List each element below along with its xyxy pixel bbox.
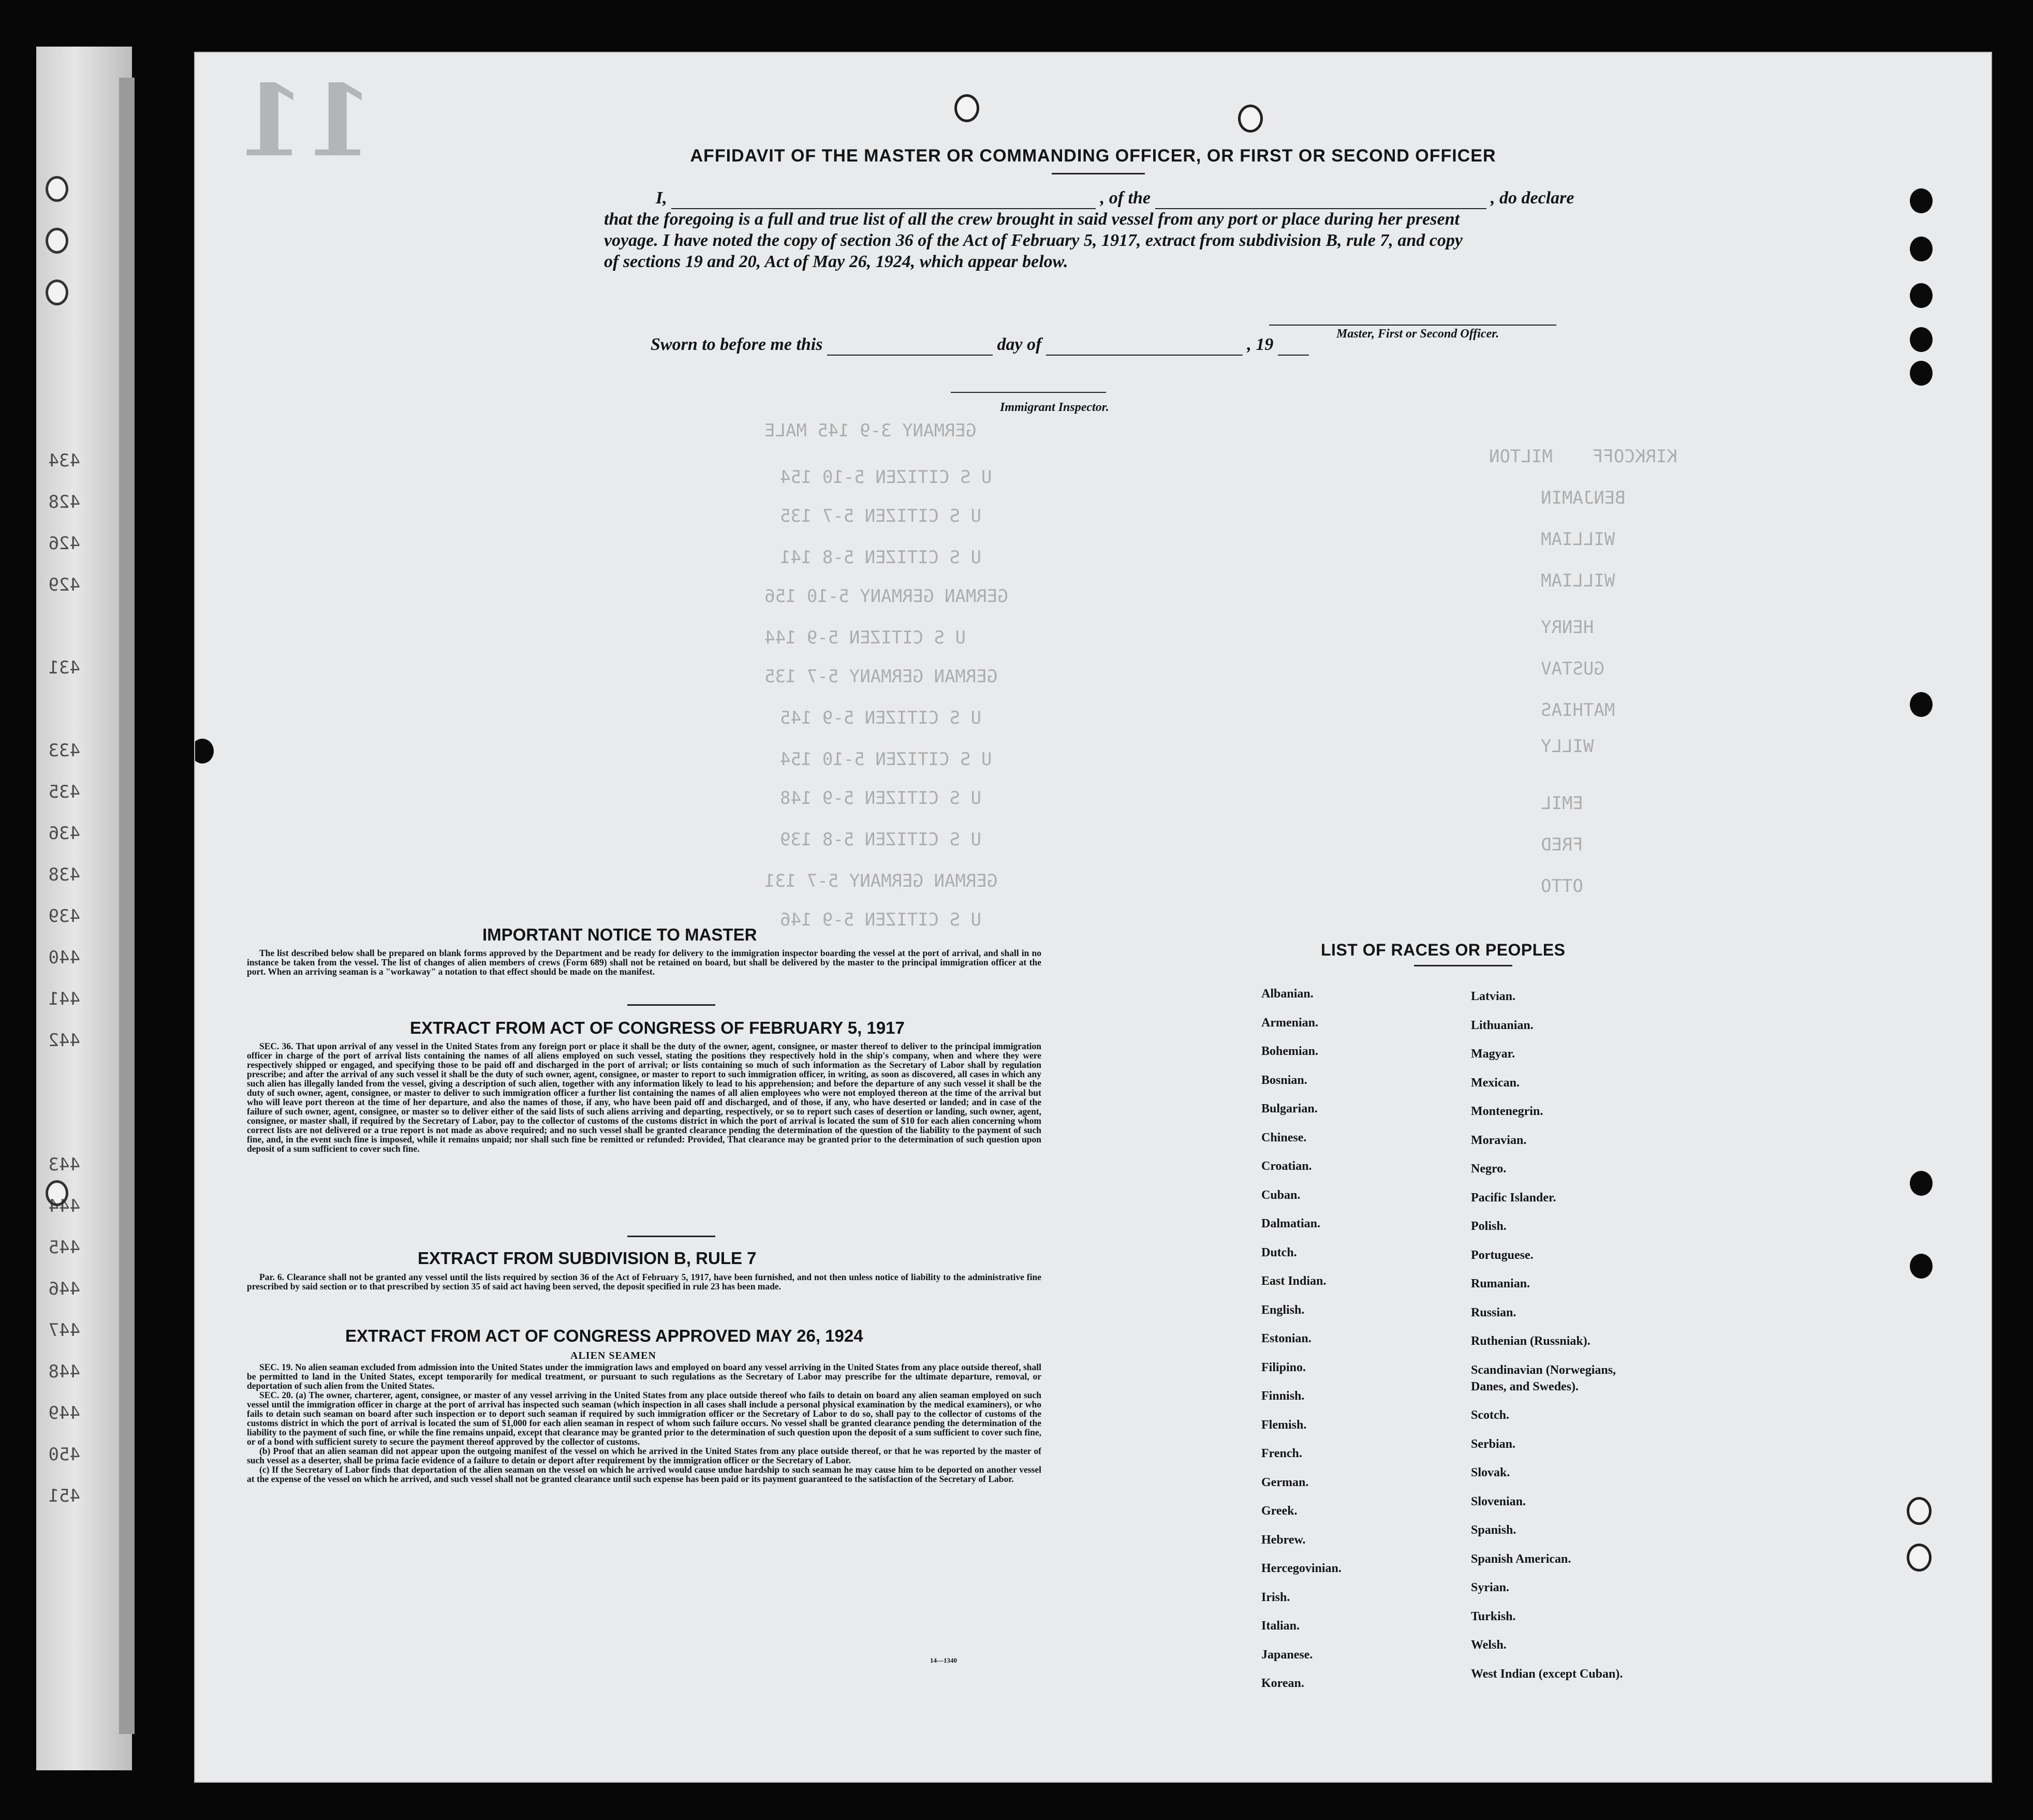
race-item: Slovenian.	[1471, 1494, 1526, 1508]
affidavit-declare: , do declare	[1491, 188, 1574, 208]
year-blank	[1278, 335, 1309, 356]
race-item: Croatian.	[1261, 1159, 1312, 1173]
alien-seamen-heading: ALIEN SEAMEN	[570, 1350, 656, 1361]
race-item: Dutch.	[1261, 1245, 1297, 1259]
race-item: Chinese.	[1261, 1131, 1307, 1144]
race-item: Turkish.	[1471, 1609, 1516, 1623]
year-text: , 19	[1247, 335, 1274, 354]
punch-hole	[46, 176, 68, 202]
sec-20a: SEC. 20. (a) The owner, charterer, agent, consignee, or master of any vessel arriving in the United States from any place outside thereof who fails to detain on board any alien seaman employed on such vessel until the immigration officer in charge at the port of arrival has inspected such seaman (which inspection in all cases shall include a personal physical examination by the medical examiners), or who fails to detain such seaman on board after such inspection or to deport such seaman if required by such immigration officer or the Secretary of Labor to do so, shall pay to the collector of customs of the customs district in which the port of arrival is located the sum of $1,000 for each alien seaman in respect of whom such failure occurs. No vessel shall be granted clearance pending the determination of the liability to the payment of such fine, or while the fine remains unpaid, except that clearance may be granted prior to the determination of such question upon the deposit of a sum sufficient to cover such fine, or of a bond with sufficient surety to secure the payment thereof approved by the collector of customs.	[247, 1390, 1041, 1447]
race-item: Mexican.	[1471, 1076, 1520, 1090]
day-of-text: day of	[997, 335, 1042, 354]
race-item: Welsh.	[1471, 1638, 1507, 1652]
race-item: Albanian.	[1261, 987, 1314, 1001]
race-item: Flemish.	[1261, 1418, 1307, 1432]
race-item: Danes, and Swedes).	[1471, 1379, 1579, 1393]
name-blank	[671, 188, 1096, 209]
sec-20b: (b) Proof that an alien seaman did not appear upon the outgoing manifest of the vessel on which he arrived in the United States from any place outside thereof, or that he was reported by the master of such vessel as a deserter, shall be prima facie evidence of a failure to detain or deport after requirement by the immigration officer or the Secretary of Labor.	[247, 1446, 1041, 1465]
race-item: Armenian.	[1261, 1016, 1318, 1030]
title-underline	[1052, 173, 1145, 174]
notice-text: The list described below shall be prepared on blank forms approved by the Department and be ready for delivery to the immigration inspector boarding the vessel at the port of arrival, and shall in no instance be taken from the vessel. The list of changes of alien members of crews (Form 689) shall not be retained on board, but shall be delivered by the master to the principal immigration officer at the port. When an arriving seaman is a "workaway" a notation to that effect should be made on the manifest.	[247, 948, 1041, 977]
race-item: Scandinavian (Norwegians,	[1471, 1363, 1616, 1377]
punch-hole	[46, 228, 68, 254]
extract-1924-text	[247, 1362, 1041, 1484]
race-item: Montenegrin.	[1471, 1105, 1543, 1118]
race-item: Finnish.	[1261, 1389, 1305, 1403]
race-item: Irish.	[1261, 1590, 1290, 1604]
race-item: Slovak.	[1471, 1466, 1510, 1480]
inspector-signature-line	[951, 392, 1106, 393]
punch-hole	[1910, 283, 1933, 308]
punch-hole	[1910, 692, 1933, 717]
affidavit-i: I,	[656, 188, 667, 208]
punch-hole	[1907, 1497, 1932, 1525]
inspector-label: Immigrant Inspector.	[1000, 401, 1109, 414]
affidavit-line-4: of sections 19 and 20, Act of May 26, 1924, which appear below.	[604, 252, 1068, 271]
manifest-page: 11 GERMANY 3-9 145 MALE U S CITIZEN 5-10 154 U S CITIZEN 5-7 135 U S CITIZEN 5-8 141 GERMAN GERMANY 5-10 156 U S CITIZEN 5-9 144 GERMAN GERMANY 5-7 135 U S CITIZEN 5-9 145 U S CITIZEN 5-10 154 U S CITIZEN 5-9 148 U S CITIZEN 5-8 139 GERMAN GERMANY 5-7 131 U S CITIZEN 5-9 146 MILTON KIRKCOFF BENJAMIN WILLIAM WILLIAM HENRY GUSTAV MATHIAS WILLY EMIL FRED OTTO AFFIDAVIT OF THE MASTER OR COMMANDING OFFICER, OR FIRST OR SECOND OFFICER I, , of the , do declare that the foregoing is a full and true list of all the crew brought in said vessel from any port or place during her present voyage. I have noted the copy of section 36 of the Act of February 5, 1917, extract from subdivision B, rule 7, and copy of sections 19 and 20, Act of May 26, 1924, which appear below. Master, First or Second Officer. Sworn to before me this day of , 19 Immigrant Inspector. IMPORTANT NOTICE TO MASTER The list described below shall be prepared on blank forms approved by the Department and be ready for delivery to the immigration inspector boarding the vessel at the port of arrival, and shall in no instance be taken from the vessel. The list of changes of alien members of crews (Form 689) shall not be retained on board, but shall be delivered by the master to the principal immigration officer at the port. When an arriving seaman is a "workaway" a notation to that effect should be made on the manifest. EXTRACT FROM ACT OF CONGRESS OF FEBRUARY 5, 1917 SEC. 36. That upon arrival of any vessel in the United States from any foreign port or place it shall be the duty of the owner, agent, consignee, or master thereof to deliver to the principal immigration officer in charge of the port of arrival lists containing the names of all aliens employed on such vessel, stating the positions they respectively hold in the ship's company, when and where they were respectively shipped or engaged, and specifying those to be paid off and discharged in the port of arrival; or lists containing so much of such information as the Secretary of Labor shall by regulation prescribe; and after the arrival of any such vessel it shall be the duty of such owner, agent, consignee, or master to report to such immigration officer, in writing, as soon as discovered, all cases in which any such alien has illegally landed from the vessel, giving a description of such alien, together with any information likely to lead to his apprehension; and before the departure of any such vessel it shall be the duty of such owner, agent, consignee, or master to deliver to such immigration officer a further list containing the names of all alien employees who were not employed thereon at the time of the arrival but who will leave port thereon at the time of her departure, and also the names of those, if any, who have been paid off and discharged, and of those, if any, who have deserted or landed; and in case of the failure of such owner, agent, consignee, or master so to deliver either of the said lists of such aliens arriving and departing, respectively, or so to report such cases of desertion or landing, such owner, agent, consignee, or master shall, if required by the Secretary of Labor, pay to the collector of customs of the customs district in which the port of arrival is located the sum of $10 for each alien concerning whom correct lists are not delivered or a true report is not made as above required; and no such vessel shall be granted clearance pending the determination of the question of the liability to the payment of such fine, and, in the event such fine is imposed, while it remains unpaid; nor shall such fine be remitted or refunded: Provided, That clearance may be granted prior to the determination of such question upon deposit of a sum sufficient to cover such fine. EXTRACT FROM SUBDIVISION B, RULE 7 Par. 6. Clearance shall not be granted any vessel until the lists required by section 36 of the Act of February 5, 1917, have been furnished, and not then unless notice of liability to the administrative fine prescribed by said section or to that prescribed by section 35 of said act having been served, the deposit specified in rule 23 has been made. EXTRACT FROM ACT OF CONGRESS APPROVED MAY 26, 1924 ALIEN SEAMEN SEC. 19. No alien seaman excluded from admission into the United States under the immigration laws and employed on board any vessel arriving in the United States from any place outside thereof, shall be permitted to land in the United States, except temporarily for medical treatment, or pursuant to such regulations as the Secretary of Labor may prescribe for the ultimate departure, removal, or deportation of such alien from the United States. SEC. 20. (a) The owner, charterer, agent, consignee, or master of any vessel arriving in the United States from any place outside thereof who fails to detain on board any alien seaman employed on such vessel until the immigration officer in charge at the port of arrival has inspected such seaman (which inspection in all cases shall include a personal physical examination by the medical examiners), or who fails to detain such seaman on board after such inspection or to deport such seaman if required by such immigration officer or the Secretary of Labor to do so, shall pay to the collector of customs of the customs district in which the port of arrival is located the sum of $1,000 for each alien seaman in respect of whom such failure occurs. No vessel shall be granted clearance pending the determination of the liability to the payment of such fine, or while the fine remains unpaid, except that clearance may be granted prior to the determination of such question upon the deposit of a sum sufficient to cover such fine, or of a bond with sufficient surety to secure the payment thereof approved by the collector of customs. (b) Proof that an alien seaman did not appear upon the outgoing manifest of the vessel on which he arrived in the United States from any place outside thereof, or that he was reported by the master of such vessel as a deserter, shall be prima facie evidence of a failure to detain or deport after requirement by the immigration officer or the Secretary of Labor. (c) If the Secretary of Labor finds that deportation of the alien seaman on the vessel on which he arrived would cause undue hardship to such seaman he may cause him to be deported on another vessel at the expense of the vessel on which he arrived, and such vessel shall not be granted clearance until such expense has been paid or its payment guaranteed to the satisfaction of the Secretary of Labor. 14—1340 LIST OF RACES OR PEOPLES Albanian. Armenian. Bohemian. Bosnian. Bulgarian. Chinese. Croatian. Cuban. Dalmatian. Dutch. East Indian. English. Estonian. Filipino. Finnish. Flemish. French. German. Greek. Hebrew. Hercegovinian. Irish. Italian. Japanese. Korean. Latvian. Lithuanian. Magyar. Mexican. Montenegrin. Moravian. Negro. Pacific Islander. Polish. Portuguese. Rumanian. Russian. Ruthenian (Russniak). Scandinavian (Norwegians, Danes, and Swedes). Scotch. Serbian. Slovak. Slovenian. Spanish. Spanish American. Syrian. Turkish. Welsh. West Indian (except Cuban).	[194, 52, 1992, 1783]
affidavit-title: AFFIDAVIT OF THE MASTER OR COMMANDING OFFICER, OR FIRST OR SECOND OFFICER	[690, 146, 1496, 166]
race-item: Magyar.	[1471, 1047, 1515, 1061]
punch-hole	[1910, 237, 1933, 261]
punch-hole	[1910, 327, 1933, 352]
race-item: Polish.	[1471, 1220, 1507, 1233]
race-item: Moravian.	[1471, 1133, 1527, 1147]
race-item: Hercegovinian.	[1261, 1562, 1342, 1575]
race-item: Scotch.	[1471, 1408, 1509, 1422]
punch-hole	[1910, 1171, 1933, 1196]
sworn-text: Sworn to before me this	[651, 335, 823, 354]
races-title: LIST OF RACES OR PEOPLES	[1321, 941, 1566, 959]
section-rule	[627, 1004, 715, 1006]
race-item: Japanese.	[1261, 1648, 1313, 1662]
race-item: Portuguese.	[1471, 1248, 1534, 1262]
race-item: English.	[1261, 1303, 1305, 1317]
master-signature-line	[1269, 325, 1556, 326]
race-item: East Indian.	[1261, 1274, 1327, 1288]
bleed-through-page-number: 11	[237, 63, 374, 179]
affidavit-line-2: that the foregoing is a full and true list of all the crew brought in said vessel from any port or place during her present	[604, 210, 1460, 229]
top-punch-hole	[1238, 105, 1263, 133]
race-item: German.	[1261, 1475, 1309, 1489]
punch-hole	[1907, 1544, 1932, 1572]
race-item: Latvian.	[1471, 990, 1516, 1003]
race-item: French.	[1261, 1447, 1302, 1460]
race-item: West Indian (except Cuban).	[1471, 1667, 1623, 1681]
race-item: Negro.	[1471, 1162, 1507, 1176]
punch-hole	[1910, 1254, 1933, 1279]
extract-rule7-title: EXTRACT FROM SUBDIVISION B, RULE 7	[418, 1249, 757, 1268]
race-item: Hebrew.	[1261, 1533, 1306, 1547]
sec-19: SEC. 19. No alien seaman excluded from admission into the United States under the immigration laws and employed on board any vessel arriving in the United States from any place outside thereof, shall be permitted to land in the United States, except temporarily for medical treatment, or pursuant to such regulations as the Secretary of Labor may prescribe for the ultimate departure, removal, or deportation of such alien from the United States.	[247, 1362, 1041, 1391]
master-label: Master, First or Second Officer.	[1336, 327, 1499, 341]
affidavit-line-3: voyage. I have noted the copy of section 36 of the Act of February 5, 1917, extract from subdivision B, rule 7, and copy	[604, 231, 1463, 250]
top-punch-hole	[954, 94, 979, 122]
race-item: Korean.	[1261, 1677, 1304, 1690]
extract-rule7-text: Par. 6. Clearance shall not be granted any vessel until the lists required by section 36 of the Act of February 5, 1917, have been furnished, and not then unless notice of liability to the administrative fine prescribed by said section or to that prescribed by section 35 of said act having been served, the deposit specified in rule 23 has been made.	[247, 1272, 1041, 1291]
affidavit-line-1	[656, 188, 1598, 209]
punch-hole	[1910, 361, 1933, 386]
day-blank	[827, 335, 993, 356]
affidavit-of-the: , of the	[1100, 188, 1151, 208]
section-rule	[627, 1236, 715, 1237]
race-item: Rumanian.	[1471, 1277, 1530, 1290]
race-item: Filipino.	[1261, 1360, 1306, 1374]
adjacent-page-edge	[119, 78, 135, 1734]
races-title-underline	[1414, 965, 1512, 966]
notice-title: IMPORTANT NOTICE TO MASTER	[482, 925, 757, 944]
race-item: Dalmatian.	[1261, 1217, 1320, 1230]
form-number: 14—1340	[930, 1656, 957, 1664]
vessel-blank	[1155, 188, 1486, 209]
race-item: Syrian.	[1471, 1581, 1510, 1595]
race-item: Bosnian.	[1261, 1073, 1307, 1087]
extract-1917-title: EXTRACT FROM ACT OF CONGRESS OF FEBRUARY 5, 1917	[410, 1018, 905, 1037]
race-item: Italian.	[1261, 1619, 1300, 1633]
bleed-through-row-numbers: 434 428 426 429 431 433 435 436 438 439 440 441 442 443 444 445 446 447 448 449 450 451	[48, 450, 80, 1506]
race-item: Spanish.	[1471, 1523, 1516, 1537]
punch-hole	[46, 280, 68, 305]
race-item: Bohemian.	[1261, 1045, 1319, 1058]
race-item: Serbian.	[1471, 1437, 1516, 1451]
race-item: Bulgarian.	[1261, 1102, 1318, 1116]
extract-1924-title: EXTRACT FROM ACT OF CONGRESS APPROVED MAY 26, 1924	[345, 1326, 863, 1345]
race-item: Russian.	[1471, 1305, 1516, 1319]
race-item: Estonian.	[1261, 1332, 1312, 1345]
sec-20c: (c) If the Secretary of Labor finds that deportation of the alien seaman on the vessel on which he arrived would cause undue hardship to such seaman he may cause him to be deported on another vessel at the expense of the vessel on which he arrived, and such vessel shall not be granted clearance until such expense has been paid or its payment guaranteed to the satisfaction of the Secretary of Labor.	[247, 1464, 1041, 1484]
extract-1917-text: SEC. 36. That upon arrival of any vessel in the United States from any foreign port or place it shall be the duty of the owner, agent, consignee, or master thereof to deliver to the principal immigration officer in charge of the port of arrival lists containing the names of all aliens employed on such vessel, stating the positions they respectively hold in the ship's company, when and where they were respectively shipped or engaged, and specifying those to be paid off and discharged in the port of arrival; or lists containing so much of such information as the Secretary of Labor shall by regulation prescribe; and after the arrival of any such vessel it shall be the duty of such owner, agent, consignee, or master to report to such immigration officer, in writing, as soon as discovered, all cases in which any such alien has illegally landed from the vessel, giving a description of such alien, together with any information likely to lead to his apprehension; and before the departure of any such vessel it shall be the duty of such owner, agent, consignee, or master to deliver to such immigration officer a further list containing the names of all alien employees who were not employed thereon at the time of the arrival but who will leave port thereon at the time of her departure, and also the names of those, if any, who have been paid off and discharged, and of those, if any, who have deserted or landed; and in case of the failure of such owner, agent, consignee, or master so to deliver either of the said lists of such aliens arriving and departing, respectively, or so to report such cases of desertion or landing, such owner, agent, consignee, or master shall, if required by the Secretary of Labor, pay to the collector of customs of the customs district in which the port of arrival is located the sum of $10 for each alien concerning whom correct lists are not delivered or a true report is not made as above required; and no such vessel shall be granted clearance pending the determination of the question of the liability to the payment of such fine, and, in the event such fine is imposed, while it remains unpaid; nor shall such fine be remitted or refunded: Provided, That clearance may be granted prior to the determination of such question upon deposit of a sum sufficient to cover such fine.	[247, 1041, 1041, 1154]
race-item: Greek.	[1261, 1504, 1298, 1518]
punch-hole	[194, 739, 214, 764]
race-item: Spanish American.	[1471, 1552, 1571, 1566]
punch-hole	[1910, 188, 1933, 213]
month-blank	[1046, 335, 1243, 356]
race-item: Lithuanian.	[1471, 1018, 1534, 1032]
race-item: Ruthenian (Russniak).	[1471, 1334, 1590, 1348]
race-item: Cuban.	[1261, 1188, 1301, 1202]
sworn-line	[651, 335, 1309, 356]
race-item: Pacific Islander.	[1471, 1191, 1556, 1205]
